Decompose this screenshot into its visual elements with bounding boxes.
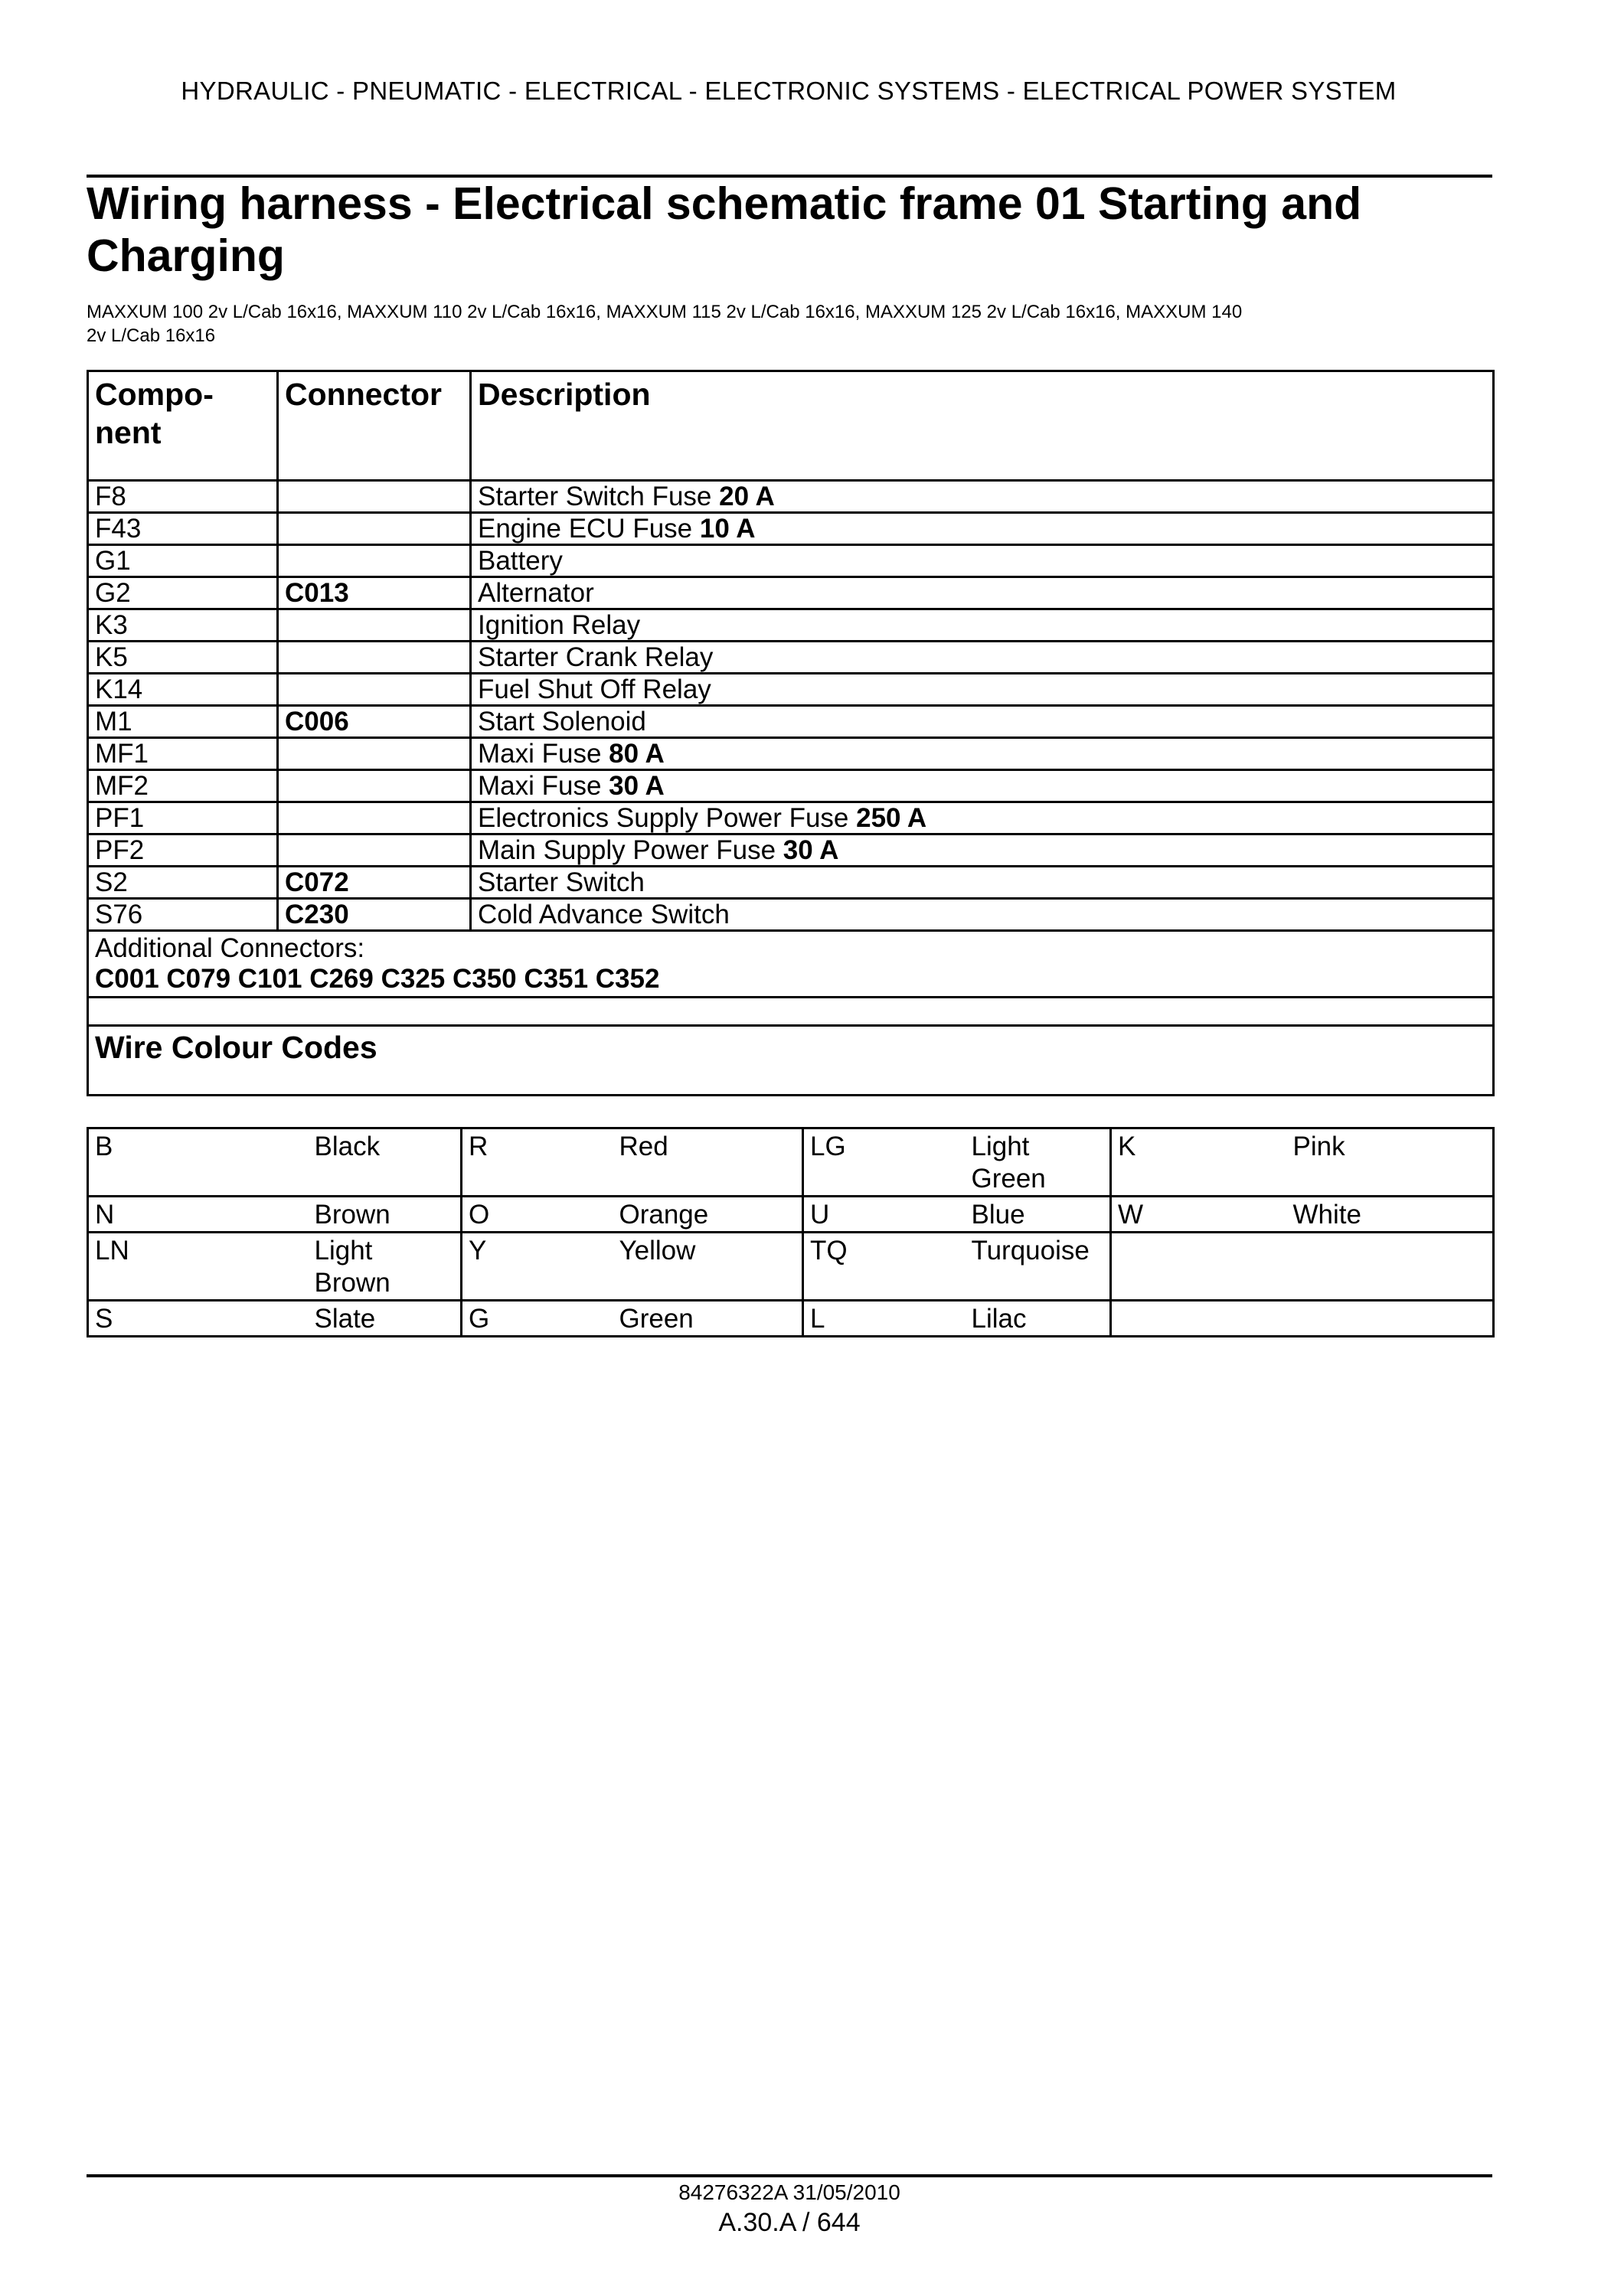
wire-colour-name — [1287, 1197, 1494, 1233]
wire-code: B — [88, 1128, 309, 1197]
connector-id — [278, 674, 471, 706]
models-line-1: MAXXUM 100 2v L/Cab 16x16, MAXXUM 110 2v L/Cab 16x16, MAXXUM 115 2v L/Cab 16x16, MAXXUM 125 2v L/Cab 16x16, MAXXUM 140 — [87, 302, 1243, 322]
wire-code: LN — [88, 1233, 309, 1301]
wire-colour-name — [613, 1197, 803, 1233]
component-row — [88, 545, 1494, 577]
component-id: PF2 — [88, 834, 278, 867]
component-id: S76 — [88, 899, 278, 931]
component-row — [88, 802, 1494, 834]
components-table — [87, 370, 1495, 1096]
colour-name-line: Slate — [314, 1304, 376, 1334]
wire-code: G — [462, 1301, 613, 1337]
connector-id — [278, 834, 471, 867]
wire-colour-row — [88, 1301, 1494, 1337]
fuse-rating: 80 A — [609, 739, 665, 769]
connector-id: C230 — [278, 899, 471, 931]
model-applicability — [87, 300, 1449, 348]
wire-colour-name — [1287, 1128, 1494, 1197]
component-id: PF1 — [88, 802, 278, 834]
fuse-rating: 250 A — [856, 803, 927, 833]
page-title — [87, 178, 1492, 282]
wire-colour-name — [613, 1128, 803, 1197]
component-description — [471, 738, 1494, 770]
component-description — [471, 899, 1494, 931]
description-text: Electronics Supply Power Fuse — [478, 803, 857, 833]
connector-id: C072 — [278, 867, 471, 899]
component-description — [471, 834, 1494, 867]
wire-code: R — [462, 1128, 613, 1197]
wire-colour-row — [88, 1128, 1494, 1197]
connector-id — [278, 770, 471, 802]
fuse-rating: 30 A — [783, 835, 839, 865]
description-text: Battery — [478, 546, 563, 576]
wire-colour-title: Wire Colour Codes — [88, 1026, 1494, 1096]
additional-connectors-label: Additional Connectors: — [95, 933, 365, 963]
colour-name-line: White — [1292, 1200, 1361, 1230]
colour-name-line: Turquoise — [971, 1236, 1090, 1266]
description-text: Ignition Relay — [478, 610, 641, 640]
colour-name-line: Black — [314, 1132, 381, 1161]
component-description — [471, 867, 1494, 899]
component-id: MF2 — [88, 770, 278, 802]
description-text: Start Solenoid — [478, 707, 646, 736]
description-text: Fuel Shut Off Relay — [478, 674, 711, 704]
colour-name-line: Green — [619, 1304, 694, 1334]
colour-name-line: Light — [971, 1132, 1030, 1161]
additional-connectors-row — [88, 931, 1494, 998]
description-text: Main Supply Power Fuse — [478, 835, 783, 865]
component-row — [88, 834, 1494, 867]
fuse-rating: 10 A — [699, 514, 756, 544]
colour-name-line: Brown — [314, 1268, 390, 1298]
colour-name-line: Pink — [1292, 1132, 1345, 1161]
component-row — [88, 867, 1494, 899]
fuse-rating: 30 A — [609, 771, 665, 801]
component-description — [471, 481, 1494, 513]
component-row — [88, 738, 1494, 770]
component-row — [88, 674, 1494, 706]
wire-colour-name — [309, 1128, 462, 1197]
component-row — [88, 481, 1494, 513]
page-number: A.30.A / 644 — [718, 2208, 861, 2237]
colour-name-line: Lilac — [971, 1304, 1027, 1334]
wire-colour-row — [88, 1197, 1494, 1233]
section-header: HYDRAULIC - PNEUMATIC - ELECTRICAL - ELECTRONIC SYSTEMS - ELECTRICAL POWER SYSTEM — [181, 77, 1397, 105]
component-row — [88, 642, 1494, 674]
wire-code: N — [88, 1197, 309, 1233]
wire-code: K — [1111, 1128, 1287, 1197]
wire-colour-name — [1287, 1233, 1494, 1301]
component-id: G1 — [88, 545, 278, 577]
connector-id — [278, 738, 471, 770]
component-description — [471, 609, 1494, 642]
wire-colour-row — [88, 1233, 1494, 1301]
component-id: MF1 — [88, 738, 278, 770]
component-description — [471, 642, 1494, 674]
wire-code: L — [803, 1301, 966, 1337]
component-row — [88, 577, 1494, 609]
title-line-1: Wiring harness - Electrical schematic frame 01 Starting and — [87, 178, 1362, 229]
components-table-header — [88, 371, 1494, 481]
colour-name-line: Green — [971, 1164, 1046, 1194]
description-text: Alternator — [478, 578, 594, 608]
description-text: Starter Switch Fuse — [478, 482, 720, 511]
wire-code: S — [88, 1301, 309, 1337]
wire-colour-name — [1287, 1301, 1494, 1337]
wire-code — [1111, 1233, 1287, 1301]
component-id: K3 — [88, 609, 278, 642]
component-description — [471, 545, 1494, 577]
component-row — [88, 513, 1494, 545]
wire-colour-title-row — [88, 1026, 1494, 1096]
wire-code — [1111, 1301, 1287, 1337]
additional-connectors — [88, 931, 1494, 998]
component-id: S2 — [88, 867, 278, 899]
wire-code: U — [803, 1197, 966, 1233]
colour-name-line: Brown — [314, 1200, 390, 1230]
connector-id — [278, 545, 471, 577]
description-text: Maxi Fuse — [478, 771, 609, 801]
component-id: G2 — [88, 577, 278, 609]
wire-code: TQ — [803, 1233, 966, 1301]
component-id: F43 — [88, 513, 278, 545]
description-text: Starter Crank Relay — [478, 642, 714, 672]
component-description — [471, 802, 1494, 834]
wire-colour-name — [309, 1233, 462, 1301]
wire-code: O — [462, 1197, 613, 1233]
colour-name-line: Light — [314, 1236, 373, 1266]
wire-colour-name — [966, 1128, 1111, 1197]
component-row — [88, 899, 1494, 931]
spacer-cell — [88, 998, 1494, 1026]
connector-id: C013 — [278, 577, 471, 609]
connector-id — [278, 513, 471, 545]
wire-code: LG — [803, 1128, 966, 1197]
component-description — [471, 674, 1494, 706]
component-description — [471, 770, 1494, 802]
wire-colour-name — [966, 1301, 1111, 1337]
wire-code: Y — [462, 1233, 613, 1301]
header-component: Compo- nent — [88, 371, 278, 481]
models-line-2: 2v L/Cab 16x16 — [87, 325, 216, 346]
wire-colour-name — [613, 1233, 803, 1301]
colour-name-line: Blue — [971, 1200, 1025, 1230]
wire-colour-name — [966, 1197, 1111, 1233]
wire-colour-table — [87, 1127, 1495, 1337]
component-id: K5 — [88, 642, 278, 674]
description-text: Engine ECU Fuse — [478, 514, 700, 544]
component-id: M1 — [88, 706, 278, 738]
connector-id — [278, 802, 471, 834]
wire-colour-name — [309, 1301, 462, 1337]
header-description: Description — [471, 371, 1494, 481]
connector-id — [278, 481, 471, 513]
connector-id: C006 — [278, 706, 471, 738]
component-row — [88, 770, 1494, 802]
component-id: K14 — [88, 674, 278, 706]
component-row — [88, 706, 1494, 738]
component-row — [88, 609, 1494, 642]
component-description — [471, 513, 1494, 545]
connector-id — [278, 642, 471, 674]
colour-name-line: Red — [619, 1132, 668, 1161]
component-id: F8 — [88, 481, 278, 513]
footer-rule — [87, 2174, 1492, 2177]
additional-connectors-list: C001 C079 C101 C269 C325 C350 C351 C352 — [95, 964, 660, 994]
wire-colour-name — [613, 1301, 803, 1337]
colour-name-line: Orange — [619, 1200, 709, 1230]
description-text: Maxi Fuse — [478, 739, 609, 769]
document-reference: 84276322A 31/05/2010 — [678, 2180, 900, 2204]
wire-colour-name — [966, 1233, 1111, 1301]
wire-code: W — [1111, 1197, 1287, 1233]
table-spacer-row — [88, 998, 1494, 1026]
wire-colour-name — [309, 1197, 462, 1233]
connector-id — [278, 609, 471, 642]
fuse-rating: 20 A — [719, 482, 775, 511]
description-text: Cold Advance Switch — [478, 900, 730, 929]
component-description — [471, 577, 1494, 609]
colour-name-line: Yellow — [619, 1236, 696, 1266]
component-description — [471, 706, 1494, 738]
description-text: Starter Switch — [478, 867, 645, 897]
header-connector: Connector — [278, 371, 471, 481]
title-line-2: Charging — [87, 230, 285, 281]
